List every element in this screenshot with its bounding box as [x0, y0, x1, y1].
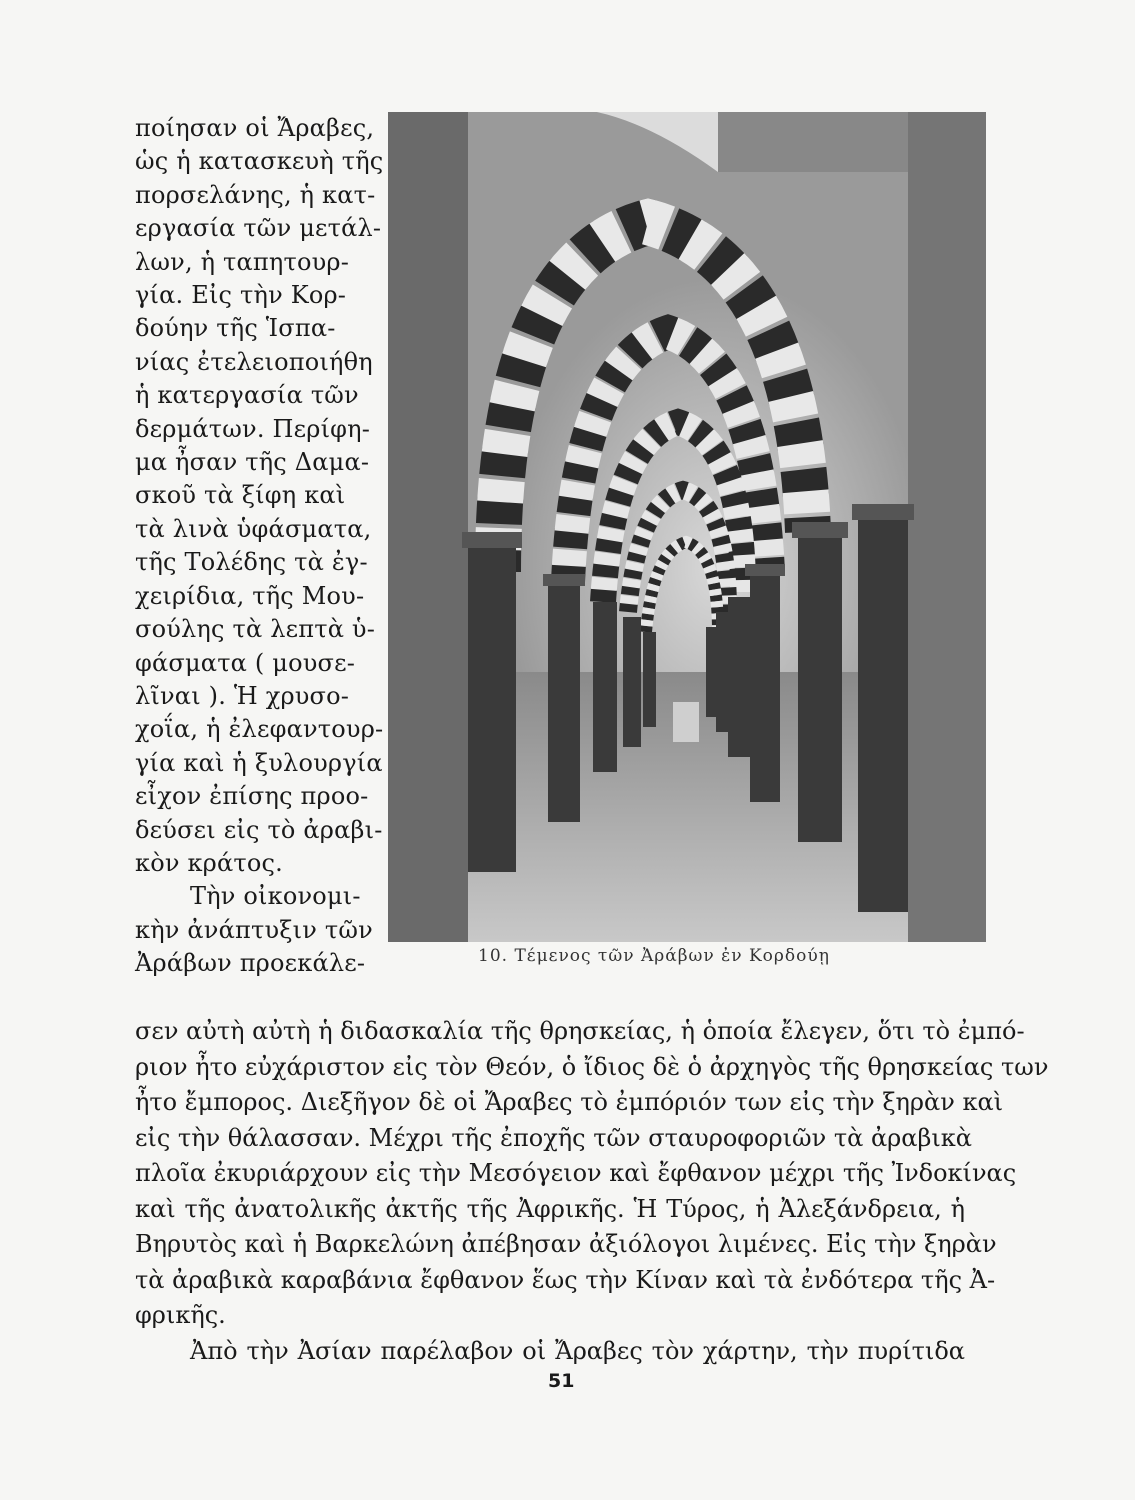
text-line: φάσματα ( μουσε-: [135, 648, 356, 677]
text-line: γία. Εἰς τὴν Κορ-: [135, 281, 347, 310]
text-line: τὰ ἀραβικὰ καραβάνια ἔφθανον ἕως τὴν Κίναν καὶ τὰ ἐνδότερα τῆς Ἀ-: [135, 1265, 996, 1294]
text-line: λῖναι ). Ἡ χρυσο-: [135, 681, 350, 710]
body-text: [135, 1014, 1049, 1369]
figure-caption: 10. Τέμενος τῶν Ἀράβων ἐν Κορδούῃ: [478, 946, 830, 966]
text-line: εἶχον ἐπίσης προο-: [135, 782, 369, 811]
text-line: χειρίδια, τῆς Μου-: [135, 581, 365, 610]
text-line: κὴν ἀνάπτυξιν τῶν: [135, 915, 373, 944]
text-line: ποίησαν οἱ Ἄραβες,: [135, 114, 375, 142]
text-line: Ἀπὸ τὴν Ἀσίαν παρέλαβον οἱ Ἄραβες τὸν χάρτην, τὴν πυρίτιδα: [190, 1336, 965, 1365]
text-line: νίας ἐτελειοποιήθη: [135, 347, 373, 376]
text-line: εἰς τὴν θάλασσαν. Μέχρι τῆς ἐποχῆς τῶν σταυροφοριῶν τὰ ἀραβικὰ: [135, 1123, 972, 1152]
text-line: τὰ λινὰ ὑφάσματα,: [135, 514, 372, 543]
text-line: δεύσει εἰς τὸ ἀραβι-: [135, 815, 383, 844]
page-number: 51: [548, 1370, 575, 1392]
text-line: δούην τῆς Ἱσπα-: [135, 314, 336, 343]
text-line: ἦτο ἔμπορος. Διεξῆγον δὲ οἱ Ἄραβες τὸ ἐμπόριόν των εἰς τὴν ξηρὰν καὶ: [135, 1088, 1004, 1116]
text-line: Τὴν οἰκονομι-: [190, 882, 361, 911]
text-line: ριον ἦτο εὐχάριστον εἰς τὸν Θεόν, ὁ ἴδιος δὲ ὁ ἀρχηγὸς τῆς θρησκείας των: [135, 1052, 1049, 1081]
text-line: φρικῆς.: [135, 1301, 226, 1329]
text-line: γία καὶ ἡ ξυλουργία: [135, 748, 383, 777]
text-line: πορσελάνης, ἡ κατ-: [135, 180, 376, 209]
text-line: σεν αὐτὴ αὐτὴ ἡ διδασκαλία τῆς θρησκείας, ἡ ὁποία ἔλεγεν, ὅτι τὸ ἐμπό-: [135, 1017, 1025, 1045]
text-line: μα ἦσαν τῆς Δαμα-: [135, 448, 370, 477]
text-line: Ἀράβων προεκάλε-: [135, 949, 366, 978]
text-line: τῆς Τολέδης τὰ ἐγ-: [135, 548, 368, 577]
text-line: δερμάτων. Περίφη-: [135, 414, 371, 443]
text-line: χοΐα, ἡ ἐλεφαντουρ-: [135, 715, 384, 744]
text-line: καὶ τῆς ἀνατολικῆς ἀκτῆς τῆς Ἀφρικῆς. Ἡ Τύρος, ἡ Ἀλεξάνδρεια, ἡ: [135, 1194, 965, 1223]
text-line: πλοῖα ἐκυριάρχουν εἰς τὴν Μεσόγειον καὶ ἔφθανον μέχρι τῆς Ἰνδοκίνας: [135, 1159, 1017, 1187]
text-line: σκοῦ τὰ ξίφη καὶ: [135, 481, 346, 510]
text-line: ὡς ἡ κατασκευὴ τῆς: [135, 147, 384, 176]
text-line: σούλης τὰ λεπτὰ ὑ-: [135, 615, 376, 644]
text-line: λων, ἡ ταπητουρ-: [135, 247, 350, 276]
text-line: κὸν κράτος.: [135, 848, 283, 877]
text-line: ἡ κατεργασία τῶν: [135, 381, 359, 410]
column-text: [135, 112, 384, 981]
text-line: Βηρυτὸς καὶ ἡ Βαρκελώνη ἀπέβησαν ἀξιόλογοι λιμένες. Εἰς τὴν ξηρὰν: [135, 1230, 997, 1258]
mosque-photo: [388, 112, 986, 942]
text-line: εργασία τῶν μετάλ-: [135, 214, 382, 243]
